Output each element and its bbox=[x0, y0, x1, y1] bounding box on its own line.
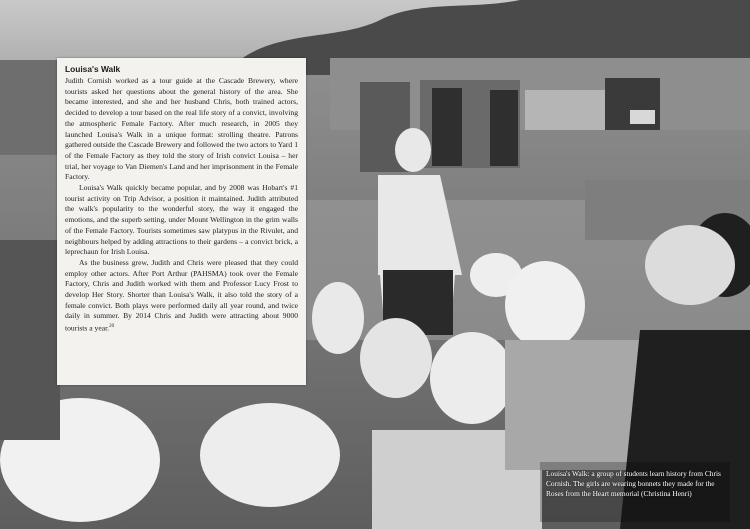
student-bonnet-2 bbox=[360, 318, 432, 398]
student-bonnet-5 bbox=[430, 332, 514, 424]
teacher-hair bbox=[645, 225, 735, 305]
student-bonnet-4 bbox=[505, 261, 585, 349]
paragraph-1: Judith Cornish worked as a tour guide at the Cascade Brewery, where tourists asked her questions about the general history of the area. She became interested, and she and her husband Chris, both trained actors, decided to develop a tour based on the real life story of a convict, involving the atmospheric Female Factory. After much research, in 2005 they launched Louisa's Walk in a unique format: strolling theatre. Patrons gathered outside the Cascade Brewery and followed the two actors to Yard 1 of the Female Factory as they told the story of Irish convict Louisa – her trial, her voyage to Van Diemen's Land and her imprisonment in the Female Factory. bbox=[65, 76, 298, 182]
left-building bbox=[0, 60, 57, 155]
wall-patch bbox=[525, 90, 605, 130]
photo-caption: Louisa's Walk: a group of students learn history from Chris Cornish. The girls are wearing bonnets they made for the Roses from the Heart memorial (Christina Henri) bbox=[546, 469, 721, 498]
student-front-left bbox=[0, 240, 60, 440]
student-bonnet-1 bbox=[312, 282, 364, 354]
sidebar-text-box bbox=[57, 58, 306, 385]
footnote-marker: 20 bbox=[109, 324, 115, 330]
door-opening-2 bbox=[490, 90, 518, 166]
door-opening bbox=[432, 88, 462, 166]
student-bonnet-6 bbox=[200, 403, 340, 507]
box-heading: Louisa's Walk bbox=[65, 64, 121, 74]
parked-car bbox=[630, 110, 655, 124]
paragraph-2: Louisa's Walk quickly became popular, and by 2008 was Hobart's #1 tourist activity on Trip Advisor, a position it maintained. Judith attributed the walk's popularity to the wonderful story, the way it engaged the emotions, and the superb setting, under Mount Wellington in the grim walls of the Female Factory. Tourists sometimes saw platypus in the Rivulet, and neighbours helped by adding attractions to their gardens – a convict brick, a leprechaun for Irish Louisa. bbox=[65, 183, 298, 257]
paragraph-3-text: As the business grew, Judith and Chris were pleased that they could employ other actors. After Port Arthur (PAHSMA) took over the Female Factory, Chris and Judith worked with them and Professor Lucy Frost to develop Her Story. Shorter than Louisa's Walk, it also told the story of a female convict. Both plays were performed daily all year round, and twice daily in summer. By 2014 Chris and Judith were attracting about 9000 tourists a year. bbox=[65, 257, 298, 333]
paragraph-3 bbox=[65, 258, 298, 334]
